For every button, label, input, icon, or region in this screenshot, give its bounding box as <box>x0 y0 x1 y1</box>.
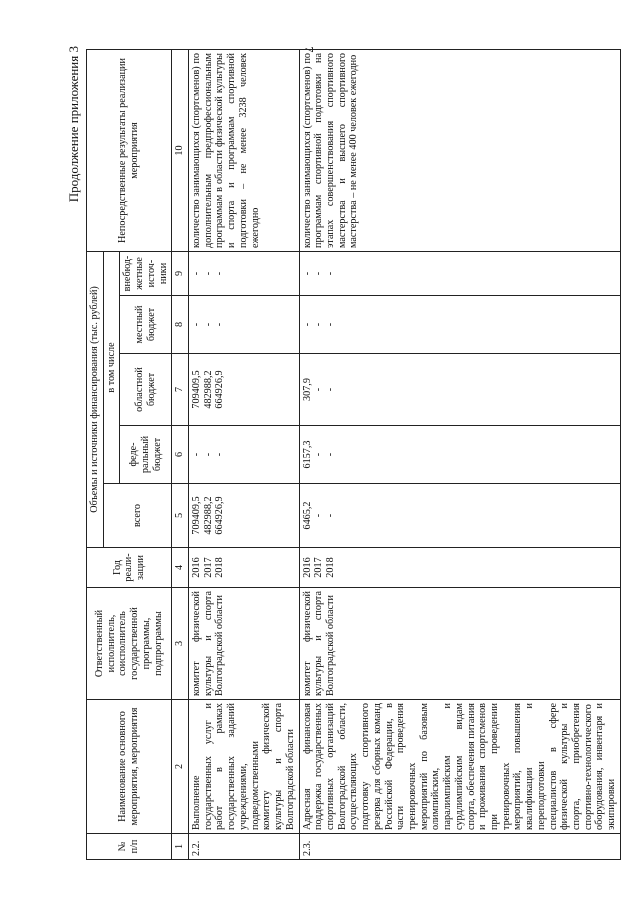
header-name: Наименование основного мероприятия, мероприятия <box>87 700 172 834</box>
extrabudget-value: - <box>324 271 336 276</box>
header-federal: феде-ральный бюджет <box>120 426 172 484</box>
federal-value: - <box>324 452 336 457</box>
year-value: 2018 <box>214 557 226 578</box>
local-value: - <box>313 322 325 327</box>
local-value: - <box>191 322 203 327</box>
regional-value: - <box>313 387 325 392</box>
extrabudget-value: - <box>191 271 203 276</box>
local-value: - <box>202 322 214 327</box>
header-year: Год реали-зации <box>87 548 172 588</box>
header-responsible: Ответственный исполнитель, соисполнитель государственной программы, подпрограммы <box>87 588 172 700</box>
row-num: 2.2. <box>189 834 299 860</box>
row-responsible: комитет физической культуры и спорта Волгоградской области <box>189 588 299 700</box>
regional-value: - <box>324 387 336 392</box>
col-number: 8 <box>172 296 189 354</box>
row-years <box>189 548 299 588</box>
row-years <box>299 548 620 588</box>
header-extrabudget: внебюд-жетные источ-ники <box>120 252 172 296</box>
federal-value: - <box>313 452 325 457</box>
year-value: 2018 <box>324 557 336 578</box>
local-value: - <box>324 322 336 327</box>
regional-value: 482988,2 <box>202 370 214 409</box>
regional-value: 664926,9 <box>214 370 226 409</box>
header-total: всего <box>103 484 172 548</box>
row-extrabudget <box>189 252 299 296</box>
total-value: - <box>313 513 325 518</box>
regional-value: 307,9 <box>301 378 313 401</box>
local-value: - <box>301 322 313 327</box>
regional-value: 709409,5 <box>191 370 203 409</box>
row-result: количество занимающихся (спортсменов) по дополнительным предпрофессиональным программам в области физической культуры и спорта и программам спортивной подготовки – не менее 3238 человек ежегодно <box>189 50 299 252</box>
row-total <box>189 484 299 548</box>
appendix-note: Продолжение приложения 3 <box>66 46 81 203</box>
total-value: 482988,2 <box>202 496 214 535</box>
total-value: 6465,2 <box>301 501 313 530</box>
row-num: 2.3. <box>299 834 620 860</box>
header-row-1 <box>87 50 104 860</box>
page-number: 7 <box>302 46 317 53</box>
col-number: 6 <box>172 426 189 484</box>
header-including: в том числе <box>103 252 120 484</box>
total-value: 664926,9 <box>214 496 226 535</box>
col-number: 2 <box>172 700 189 834</box>
column-number-row <box>172 50 189 860</box>
federal-value: 6157,3 <box>301 440 313 469</box>
federal-value: - <box>191 452 203 457</box>
col-number: 3 <box>172 588 189 700</box>
year-value: 2016 <box>301 557 313 578</box>
total-value: 709409,5 <box>191 496 203 535</box>
col-number: 4 <box>172 548 189 588</box>
row-regional <box>299 354 620 426</box>
extrabudget-value: - <box>214 271 226 276</box>
year-value: 2017 <box>202 557 214 578</box>
local-value: - <box>214 322 226 327</box>
row-result: количество занимающихся (спортсменов) по программам спортивной подготовки на этапах совершенствования спортивного мастерства и высшего спортивного мастерства – не менее 400 человек ежегодно <box>299 50 620 252</box>
col-number: 10 <box>172 50 189 252</box>
table-row <box>189 50 299 860</box>
financing-table <box>86 46 621 860</box>
extrabudget-value: - <box>301 271 313 276</box>
table-row <box>299 50 620 860</box>
total-value: - <box>324 513 336 518</box>
col-number: 9 <box>172 252 189 296</box>
col-number: 7 <box>172 354 189 426</box>
row-total <box>299 484 620 548</box>
row-name: Адресная финансовая поддержка государственных спортивных организаций Волгоградской области, осуществляющих подготовку спортивного резерва для сборных команд Российской Федерации, в части проведения тренировочных мероприятий по базовым олимпийским, паралимпийским и сурдлимпийским видам спорта, обеспечения питания и проживания спортсменов при проведении тренировочных мероприятий, повышения квалификации и переподготовки специалистов в сфере физической культуры и спорта, приобретения спортивно-технологического оборудования, инвентаря и экипировки <box>299 700 620 834</box>
row-federal <box>299 426 620 484</box>
row-local <box>189 296 299 354</box>
col-number: 5 <box>172 484 189 548</box>
year-value: 2016 <box>191 557 203 578</box>
federal-value: - <box>202 452 214 457</box>
row-regional <box>189 354 299 426</box>
row-local <box>299 296 620 354</box>
header-regional: областной бюджет <box>120 354 172 426</box>
row-responsible: комитет физической культуры и спорта Волгоградской области <box>299 588 620 700</box>
year-value: 2017 <box>313 557 325 578</box>
row-federal <box>189 426 299 484</box>
header-num: № п/п <box>87 834 172 860</box>
header-result: Непосредственные результаты реализации мероприятия <box>87 50 172 252</box>
rotated-page <box>60 30 618 870</box>
header-local: местный бюджет <box>120 296 172 354</box>
col-number: 1 <box>172 834 189 860</box>
extrabudget-value: - <box>202 271 214 276</box>
header-financing: Объемы и источники финансирования (тыс. рублей) <box>87 252 104 548</box>
row-extrabudget <box>299 252 620 296</box>
federal-value: - <box>214 452 226 457</box>
extrabudget-value: - <box>313 271 325 276</box>
row-name: Выполнение государственных услуг и работ в рамках государственных заданий учреждениями, подведомственными комитету физической культуры и спорта Волгоградской области <box>189 700 299 834</box>
